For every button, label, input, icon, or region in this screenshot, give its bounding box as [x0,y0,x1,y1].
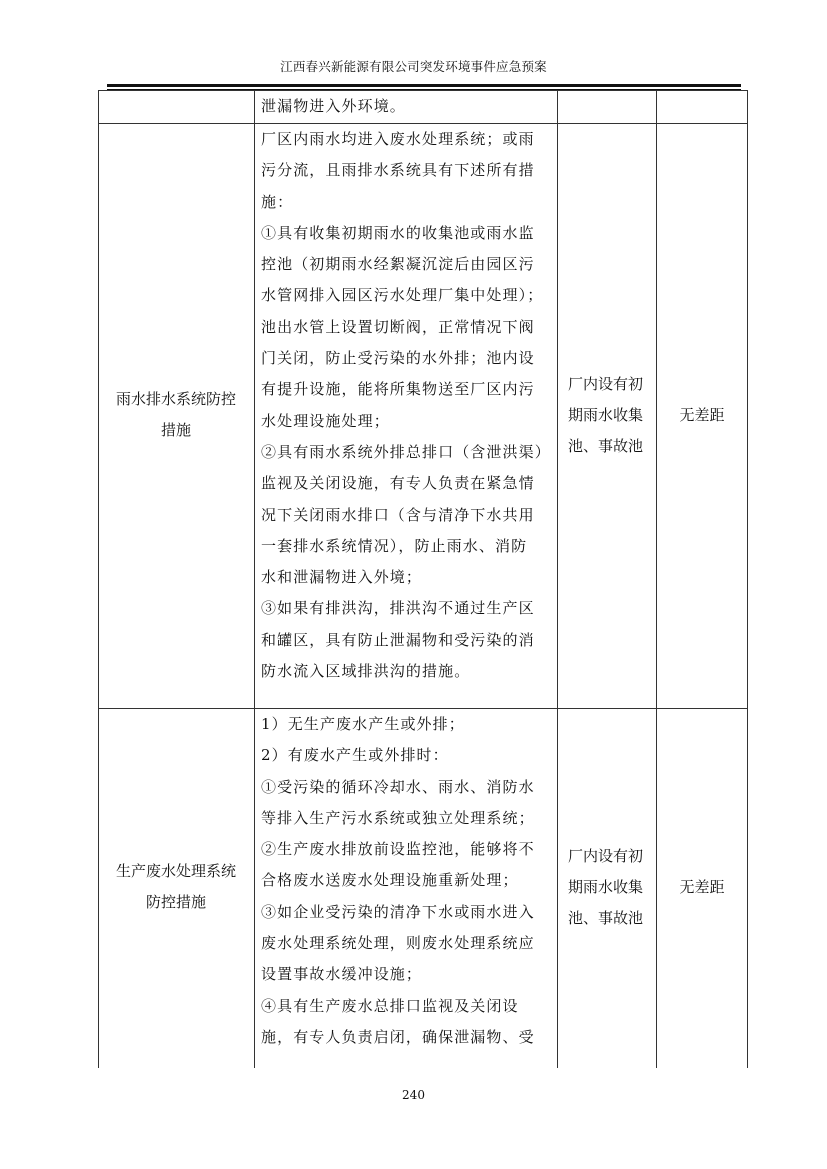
requirement-line: 废水处理系统处理，则废水处理系统应 [261,934,535,953]
page-number: 240 [402,1088,425,1102]
difference-cell-rainwater: 无差距 [679,406,725,424]
col-border-2 [557,90,558,1068]
difference-cell-wastewater: 无差距 [679,878,725,896]
requirement-cell-wastewater [261,709,556,1053]
continuation-requirement-cell [261,91,556,122]
col-border-right [747,90,748,1068]
col-border-left [98,90,99,1068]
requirement-line: 设置事故水缓冲设施； [261,965,423,984]
requirement-line: 门关闭，防止受污染的水外排；池内设 [261,349,535,368]
requirement-line: ②具有雨水系统外排总排口（含泄洪渠） [261,442,551,461]
requirement-line: 况下关闭雨水排口（含与清净下水共用 [261,505,535,524]
requirement-line: 控池（初期雨水经絮凝沉淀后由园区污 [261,255,535,274]
requirement-line: ①具有收集初期雨水的收集池或雨水监 [261,223,535,242]
document-header-title: 江西春兴新能源有限公司突发环境事件应急预案 [280,59,547,74]
requirement-line: 等排入生产污水系统或独立处理系统； [261,808,535,827]
requirement-line: 水和泄漏物进入外境； [261,568,423,587]
requirement-line: 有提升设施，能将所集物送至厂区内污 [261,380,535,399]
requirement-line: ④具有生产废水总排口监视及关闭设 [261,996,519,1015]
requirement-line: ③如企业受污染的清净下水或雨水进入 [261,902,535,921]
requirement-line: 水管网排入园区污水处理厂集中处理）； [261,286,544,305]
measure-line: 厂内设有初 [568,375,644,393]
col-border-3 [656,90,657,1068]
requirement-line: 2）有废水产生或外排时： [261,746,449,765]
requirement-cell-rainwater [261,124,556,687]
measure-cell-wastewater [560,841,656,934]
row-label-line: 防控措施 [145,893,206,911]
row-label-rainwater [98,384,254,446]
requirement-line: 1）无生产废水产生或外排； [261,715,465,733]
requirement-line: 水处理设施处理； [261,411,390,430]
requirement-line: 监视及关闭设施，有专人负责在紧急情 [261,474,535,493]
row-label-line: 生产废水处理系统 [115,862,236,880]
row-label-line: 措施 [160,421,191,439]
requirement-line: 合格废水送废水处理设施重新处理； [261,871,519,890]
measure-cell-rainwater [560,369,656,462]
requirement-line: 一套排水系统情况），防止雨水、消防 [261,536,528,555]
requirement-line: 防水流入区域排洪沟的措施。 [261,662,471,681]
row-label-line: 雨水排水系统防控 [115,390,236,408]
measure-line: 期雨水收集 [568,406,644,424]
measure-line: 池、事故池 [568,909,644,927]
requirement-line: 和罐区，具有防止泄漏物和受污染的消 [261,630,535,649]
requirement-line: 施，有专人负责启闭，确保泄漏物、受 [261,1027,535,1046]
requirement-line: 厂区内雨水均进入废水处理系统；或雨 [261,130,535,148]
measure-line: 厂内设有初 [568,847,644,865]
requirement-line: ②生产废水排放前设监控池，能够将不 [261,840,535,859]
measure-line: 池、事故池 [568,437,644,455]
measure-line: 期雨水收集 [568,878,644,896]
requirement-line: 施： [261,192,294,211]
row-label-wastewater [98,856,254,918]
continuation-line: 泄漏物进入外环境。 [261,97,406,115]
requirement-line: 池出水管上设置切断阀，正常情况下阀 [261,317,535,336]
requirement-line: ③如果有排洪沟，排洪沟不通过生产区 [261,599,535,618]
requirement-line: 污分流，且雨排水系统具有下述所有措 [261,161,535,180]
requirement-line: ①受污染的循环冷却水、雨水、消防水 [261,777,535,796]
col-border-1 [254,90,255,1068]
